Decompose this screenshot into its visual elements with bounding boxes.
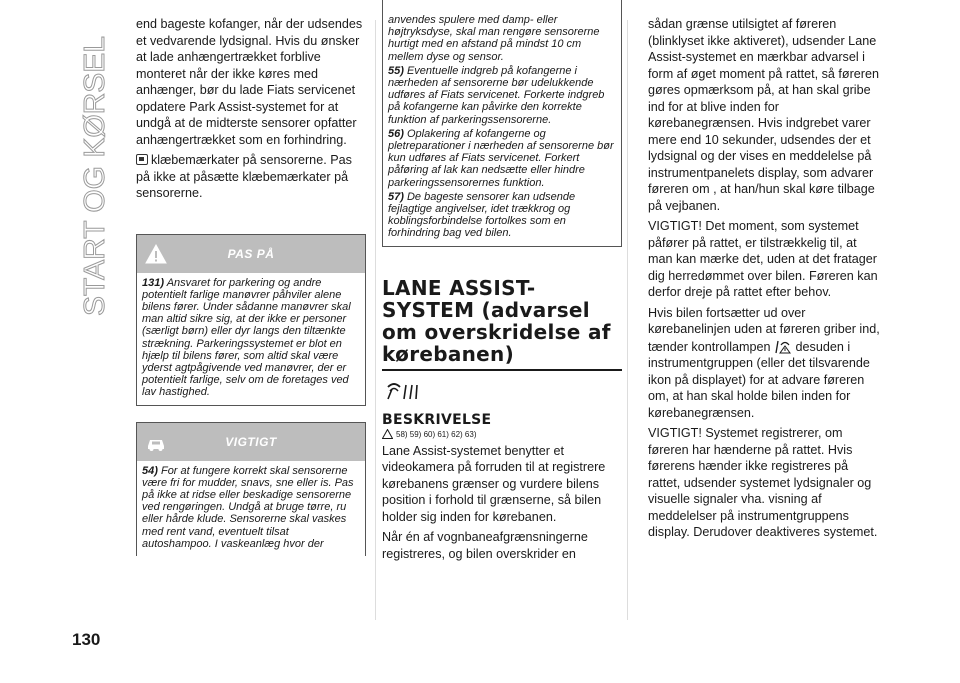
important-box-continued	[382, 0, 622, 247]
note-number: 131)	[142, 276, 165, 289]
heading-line: SYSTEM (advarsel	[382, 297, 590, 322]
warning-box-title: PAS PÅ	[227, 246, 275, 261]
note-number: 57)	[388, 190, 404, 203]
paragraph	[136, 152, 366, 202]
column-divider	[627, 20, 628, 620]
heading-line: kørebanen)	[382, 341, 515, 366]
paragraph: sådan grænse utilsigtet af føreren (blinklyset ikke aktiveret), udsender Lane Assist-systemet en mærkbar advarsel i form af øget moment på rattet, så føreren gøres opmærksom på, at han skal gribe ind for at blive inden for kørebanegrænsen. Hvis indgrebet varer mere end 10 sekunder, udsendes der et lydsignal og der vises en meddelelse på instrumentpanelets display, som advarer føreren om , at han/hun skal køre tilbage på vejbanen.	[648, 17, 879, 213]
important-box-title: VIGTIGT	[225, 434, 277, 449]
section-title	[76, 36, 112, 316]
paragraph: VIGTIGT! Systemet registrerer, om føreren har hænderne på rattet. Hvis førerens hænder ikke registreres på rattet, udsender systemet lydsignaler og visuelle signaler vha. visning af meddelelser på instrumentgruppens display. Derudover deaktiveres systemet.	[648, 426, 878, 539]
paragraph: Lane Assist-systemet benytter et videokamera på forruden til at registrere kørebanens grænser og vurdere bilens position i forhold til grænserne, så bilen holder sig inden for kørebanen.	[382, 443, 606, 524]
section-title-text: START OG KØRSEL	[79, 45, 111, 316]
book-icon	[136, 154, 148, 165]
heading-lane-assist	[382, 277, 622, 371]
column-1	[136, 16, 366, 556]
column-2	[382, 16, 622, 566]
lane-assist-warning-light-icon	[774, 338, 792, 354]
note-text: Ansvaret for parkering og andre potentielt farlige manøvrer påhviler alene bilens fører. Under sådanne manøvrer skal man altid sikre sig, at der ikke er personer (særligt børn) eller dyr langs den tiltænkte strækning. Parkeringssystemet er blot en hjælp til bilens fører, som altid skal være yderst agtpågivende ved manøvrer, der er potentielt farlige, selv om de foretages ved lav hastighed.	[142, 276, 351, 399]
subheading-description: BESKRIVELSE	[382, 411, 492, 428]
note-text: Oplakering af kofangerne og pletreparationer i nærheden af sensorerne bør kun udføres af Fiats servicenet. Forkert påføring af lak kan nedsætte eller hindre parkeringssensorernes funktion.	[388, 127, 614, 189]
important-box-header	[137, 423, 365, 461]
heading-line: om overskridelse af	[382, 319, 611, 344]
paragraph	[648, 305, 880, 422]
important-box-body	[137, 461, 365, 556]
note-references	[396, 430, 622, 439]
paragraph-text: klæbemærkater på sensorerne. Pas på ikke at påsætte klæbemærkater på sensorerne.	[136, 153, 352, 200]
lane-assist-icon	[384, 379, 420, 401]
paragraph-text: desuden i instrumentgruppen (eller det tilsvarende ikon på displayet) for at advare føreren om, at han skal holde bilen inden for kørebanegrænsen.	[648, 339, 870, 420]
note-text: For at fungere korrekt skal sensorerne være fri for mudder, snavs, sne eller is. Pas på ikke at ridse eller beskadige sensorerne ved rengøringen. Undgå at bruge tørre, ru eller hårde klude. Sensorerne skal vaskes med rent vand, eventuelt tilsat autoshampoo. I vaskeanlæg hvor der	[142, 464, 354, 550]
note-number: 56)	[388, 127, 404, 140]
heading-line: LANE ASSIST-	[382, 275, 536, 300]
note-text: De bageste sensorer kan udsende fejlagtige angivelser, idet trækkrog og koblingsforbindelse fortolkes som en forhindring bag ved bilen.	[388, 190, 576, 240]
car-damage-icon	[145, 431, 167, 453]
paragraph: end bageste kofanger, når der udsendes et vedvarende lydsignal. Hvis du ønsker at lade anhængertrækket forblive monteret når der ikke køres med anhænger, bør du lade Fiats servicenet opdatere Park Assist-systemet for at undgå at de midterste sensorer opfatter anhængertrækket som en forhindring.	[136, 17, 363, 147]
important-box	[136, 422, 366, 556]
paragraph: Når én af vognbaneafgrænsningerne registreres, og bilen overskrider en	[382, 530, 588, 561]
paragraph-text: Hvis bilen fortsætter ud over kørebanelinjen uden at føreren griber ind, tænder kontrollampen	[648, 305, 880, 354]
page-number: 130	[72, 630, 101, 649]
note-text: Eventuelle indgreb på kofangerne i nærheden af sensorerne bør udelukkende udføres af Fiats servicenet. Forkerte indgreb på kofangerne kan påvirke den korrekte funktion af parkeringssensorerne.	[388, 64, 605, 126]
warning-box-body	[137, 273, 365, 405]
column-divider	[375, 20, 376, 620]
warning-box	[136, 234, 366, 406]
warning-triangle-icon	[145, 243, 167, 265]
section-heading	[382, 277, 622, 371]
note-number: 54)	[142, 464, 158, 477]
warning-box-header	[137, 235, 365, 273]
note-reference-list: 58) 59) 60) 61) 62) 63)	[396, 429, 477, 439]
column-3	[648, 16, 880, 545]
note-number: 55)	[388, 64, 404, 77]
warning-triangle-icon	[382, 429, 393, 439]
note-text: anvendes spulere med damp- eller højtryksdyse, skal man rengøre sensorerne hurtigt med en afstand på mindst 10 cm mellem dyse og sensor.	[388, 14, 600, 63]
paragraph: VIGTIGT! Det moment, som systemet påfører på rattet, er tilstrækkelig til, at man kan mærke det, uden at det fratager dig herredømmet over bilen. Føreren kan derfor dreje på rattet efter behov.	[648, 219, 878, 299]
